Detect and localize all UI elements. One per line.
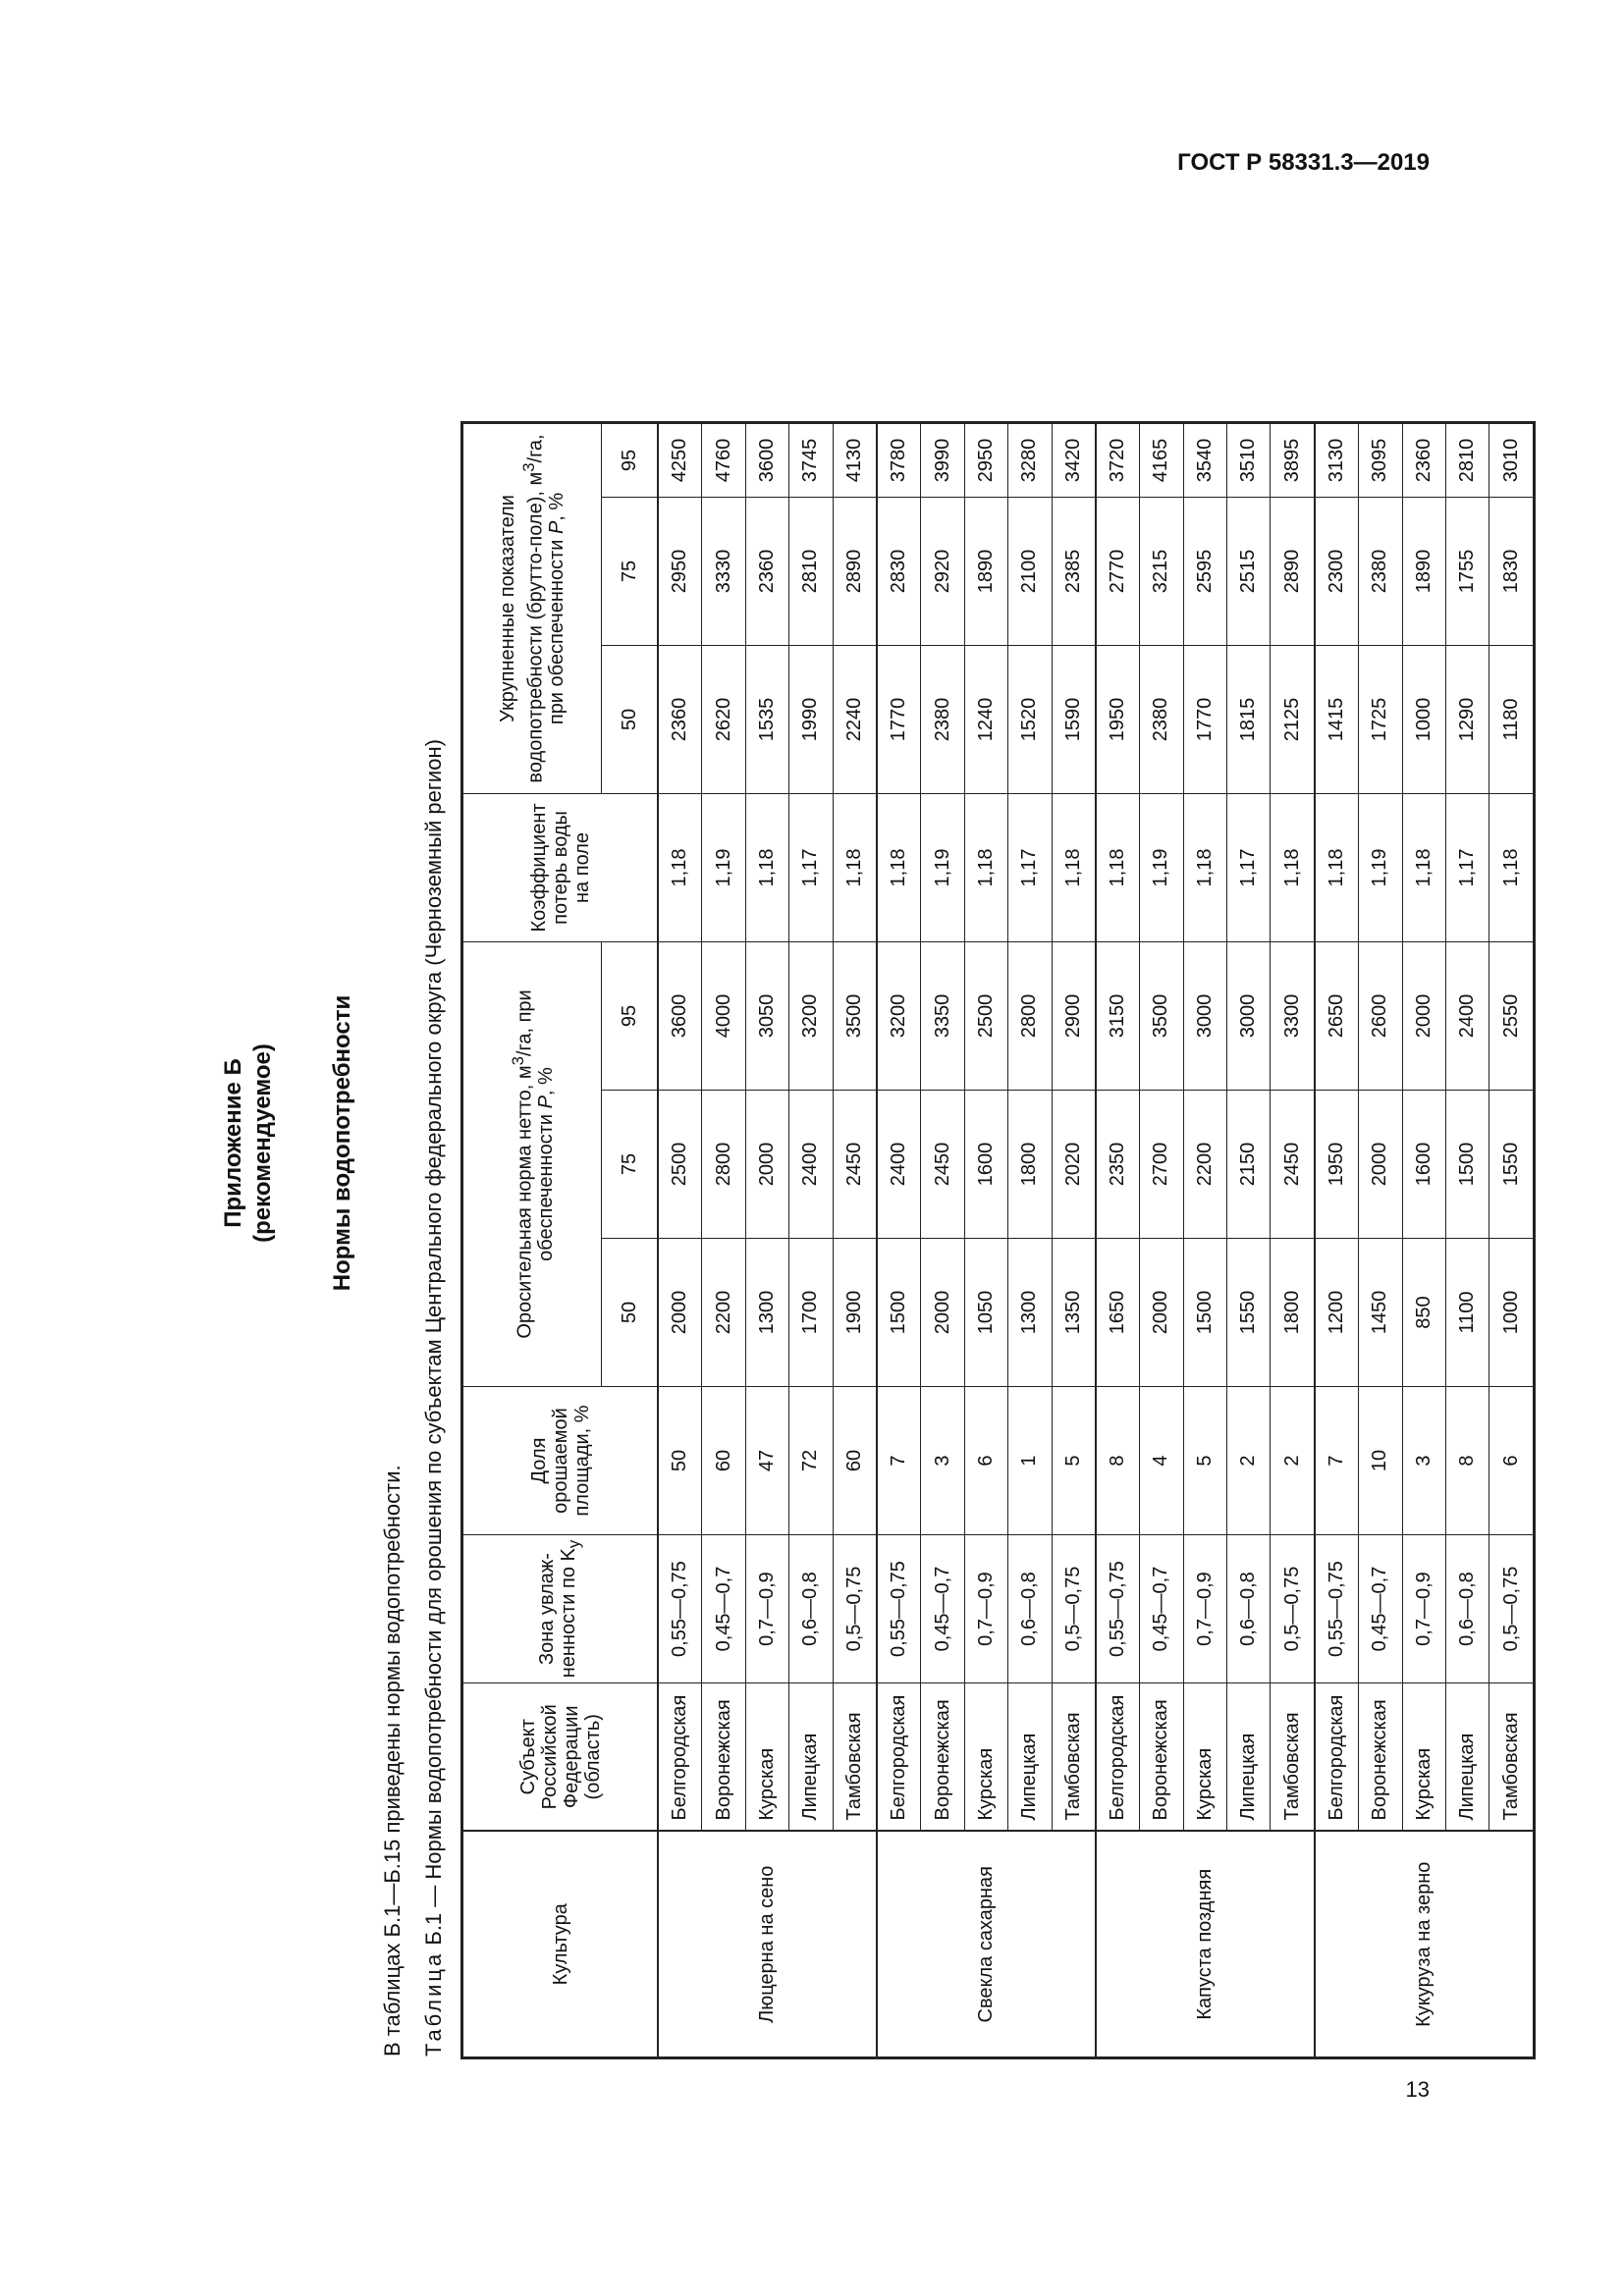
n95-cell: 2550	[1489, 941, 1534, 1090]
share-cell: 5	[1183, 1387, 1226, 1535]
g75-cell: 1890	[1402, 497, 1445, 645]
coeff-cell: 1,18	[1052, 793, 1096, 941]
region-cell: Липецкая	[789, 1683, 833, 1832]
g75-cell: 3215	[1140, 497, 1183, 645]
share-cell: 7	[877, 1387, 921, 1535]
g95-cell: 3095	[1359, 422, 1402, 497]
header-zone-text: Зона увлажненности по K	[535, 1548, 579, 1679]
g50-cell: 1590	[1052, 645, 1096, 793]
g75-cell: 2595	[1183, 497, 1226, 645]
table-row	[1271, 422, 1315, 2057]
n95-cell: 4000	[702, 941, 745, 1090]
header-gross-50: 50	[602, 645, 659, 793]
culture-cell: Капуста поздняя	[1096, 1832, 1315, 2058]
page-number: 13	[1405, 2077, 1430, 2102]
header-gross-p: P	[546, 520, 568, 535]
coeff-cell: 1,18	[1315, 793, 1359, 941]
coeff-cell: 1,18	[1183, 793, 1226, 941]
header-net-text-a: Оросительная норма нетто, м	[514, 1065, 536, 1339]
coeff-cell: 1,17	[1008, 793, 1052, 941]
n50-cell: 2000	[921, 1239, 964, 1387]
g50-cell: 2380	[921, 645, 964, 793]
header-net-75: 75	[602, 1091, 659, 1239]
share-cell: 50	[658, 1387, 702, 1535]
g50-cell: 1240	[964, 645, 1007, 793]
n50-cell: 1200	[1315, 1239, 1359, 1387]
coeff-cell: 1,18	[833, 793, 877, 941]
n95-cell: 3500	[833, 941, 877, 1090]
n95-cell: 3200	[877, 941, 921, 1090]
n95-cell: 2000	[1402, 941, 1445, 1090]
g95-cell: 3990	[921, 422, 964, 497]
g50-cell: 2360	[658, 645, 702, 793]
coeff-cell: 1,18	[658, 793, 702, 941]
zone-cell: 0,7—0,9	[1402, 1535, 1445, 1683]
coeff-cell: 1,18	[1096, 793, 1140, 941]
g75-cell: 3330	[702, 497, 745, 645]
n95-cell: 3000	[1183, 941, 1226, 1090]
g75-cell: 2810	[789, 497, 833, 645]
n75-cell: 2020	[1052, 1091, 1096, 1239]
intro-text: В таблицах Б.1—Б.15 приведены нормы водопотребности.	[380, 1465, 405, 2056]
table-row	[702, 422, 745, 2057]
table-row	[658, 422, 702, 2057]
n50-cell: 850	[1402, 1239, 1445, 1387]
n75-cell: 2500	[658, 1091, 702, 1239]
n95-cell: 3500	[1140, 941, 1183, 1090]
header-culture: Культура	[462, 1832, 659, 2058]
share-cell: 47	[745, 1387, 788, 1535]
header-net-50: 50	[602, 1239, 659, 1387]
n50-cell: 2000	[658, 1239, 702, 1387]
region-cell: Воронежская	[921, 1683, 964, 1832]
appendix-subtitle: (рекомендуемое)	[249, 1043, 276, 1243]
g95-cell: 3510	[1227, 422, 1271, 497]
coeff-cell: 1,19	[1359, 793, 1402, 941]
coeff-cell: 1,18	[1271, 793, 1315, 941]
share-cell: 6	[1489, 1387, 1534, 1535]
g95-cell: 3280	[1008, 422, 1052, 497]
section-title: Нормы водопотребности	[329, 994, 355, 1292]
n75-cell: 1500	[1446, 1091, 1489, 1239]
g50-cell: 1770	[1183, 645, 1226, 793]
g75-cell: 2950	[658, 497, 702, 645]
g95-cell: 2950	[964, 422, 1007, 497]
table-row	[1359, 422, 1402, 2057]
table-row	[833, 422, 877, 2057]
n50-cell: 2200	[702, 1239, 745, 1387]
g95-cell: 4250	[658, 422, 702, 497]
g75-cell: 2920	[921, 497, 964, 645]
share-cell: 60	[702, 1387, 745, 1535]
table-row	[745, 422, 788, 2057]
culture-cell: Люцерна на сено	[658, 1832, 877, 2058]
g95-cell: 2360	[1402, 422, 1445, 497]
zone-cell: 0,5—0,75	[1271, 1535, 1315, 1683]
n75-cell: 1950	[1315, 1091, 1359, 1239]
coeff-cell: 1,19	[1140, 793, 1183, 941]
g75-cell: 2300	[1315, 497, 1359, 645]
n95-cell: 2600	[1359, 941, 1402, 1090]
g50-cell: 2620	[702, 645, 745, 793]
g75-cell: 2100	[1008, 497, 1052, 645]
n50-cell: 2000	[1140, 1239, 1183, 1387]
header-gross-text-b: /га, при обеспеченности	[524, 434, 568, 725]
g75-cell: 2890	[1271, 497, 1315, 645]
header-gross-sup: 3	[518, 462, 538, 472]
g95-cell: 3780	[877, 422, 921, 497]
appendix-title: Приложение Б	[220, 1058, 246, 1228]
n95-cell: 2400	[1446, 941, 1489, 1090]
share-cell: 60	[833, 1387, 877, 1535]
n95-cell: 3200	[789, 941, 833, 1090]
g75-cell: 2380	[1359, 497, 1402, 645]
zone-cell: 0,6—0,8	[1227, 1535, 1271, 1683]
coeff-cell: 1,19	[921, 793, 964, 941]
region-cell: Курская	[745, 1683, 788, 1832]
g95-cell: 3420	[1052, 422, 1096, 497]
table-row	[1315, 422, 1359, 2057]
zone-cell: 0,55—0,75	[658, 1535, 702, 1683]
n95-cell: 2500	[964, 941, 1007, 1090]
g50-cell: 1180	[1489, 645, 1534, 793]
g95-cell: 2810	[1446, 422, 1489, 497]
g95-cell: 3895	[1271, 422, 1315, 497]
region-cell: Тамбовская	[1489, 1683, 1534, 1832]
zone-cell: 0,5—0,75	[1052, 1535, 1096, 1683]
n75-cell: 2450	[833, 1091, 877, 1239]
n50-cell: 1350	[1052, 1239, 1096, 1387]
g95-cell: 3720	[1096, 422, 1140, 497]
header-zone	[462, 1535, 659, 1683]
zone-cell: 0,55—0,75	[1315, 1535, 1359, 1683]
header-coeff: Коэффициент потерь воды на поле	[462, 793, 659, 941]
region-cell: Белгородская	[1096, 1683, 1140, 1832]
g50-cell: 1535	[745, 645, 788, 793]
zone-cell: 0,7—0,9	[745, 1535, 788, 1683]
table-head	[462, 422, 659, 2057]
coeff-cell: 1,19	[702, 793, 745, 941]
share-cell: 2	[1227, 1387, 1271, 1535]
coeff-cell: 1,17	[789, 793, 833, 941]
table-row	[921, 422, 964, 2057]
zone-cell: 0,5—0,75	[1489, 1535, 1534, 1683]
n75-cell: 2450	[921, 1091, 964, 1239]
n50-cell: 1100	[1446, 1239, 1489, 1387]
n50-cell: 1300	[745, 1239, 788, 1387]
header-zone-sub: у	[564, 1539, 583, 1549]
table-caption	[421, 230, 447, 2056]
region-cell: Тамбовская	[1052, 1683, 1096, 1832]
region-cell: Воронежская	[1359, 1683, 1402, 1832]
n95-cell: 3600	[658, 941, 702, 1090]
zone-cell: 0,45—0,7	[702, 1535, 745, 1683]
header-gross-75: 75	[602, 497, 659, 645]
zone-cell: 0,45—0,7	[1140, 1535, 1183, 1683]
share-cell: 72	[789, 1387, 833, 1535]
n50-cell: 1900	[833, 1239, 877, 1387]
table-row	[1008, 422, 1052, 2057]
g95-cell: 3600	[745, 422, 788, 497]
n50-cell: 1000	[1489, 1239, 1534, 1387]
region-cell: Курская	[1183, 1683, 1226, 1832]
region-cell: Воронежская	[702, 1683, 745, 1832]
header-net-text-b: /га, при обеспеченности	[514, 989, 558, 1261]
g95-cell: 4760	[702, 422, 745, 497]
table-caption-text: Б.1 — Нормы водопотребности для орошения по субъектам Центрального федерального округа (Черноземный регион)	[421, 739, 446, 1951]
region-cell: Липецкая	[1446, 1683, 1489, 1832]
coeff-cell: 1,17	[1227, 793, 1271, 941]
header-net-pct: , %	[535, 1067, 558, 1096]
table-row	[1052, 422, 1096, 2057]
g50-cell: 1415	[1315, 645, 1359, 793]
share-cell: 8	[1096, 1387, 1140, 1535]
share-cell: 10	[1359, 1387, 1402, 1535]
n75-cell: 1550	[1489, 1091, 1534, 1239]
header-net-95: 95	[602, 941, 659, 1090]
n95-cell: 3300	[1271, 941, 1315, 1090]
table-row	[789, 422, 833, 2057]
share-cell: 7	[1315, 1387, 1359, 1535]
g50-cell: 2380	[1140, 645, 1183, 793]
table-row	[1183, 422, 1226, 2057]
g50-cell: 2240	[833, 645, 877, 793]
share-cell: 3	[1402, 1387, 1445, 1535]
region-cell: Белгородская	[1315, 1683, 1359, 1832]
coeff-cell: 1,18	[964, 793, 1007, 941]
zone-cell: 0,45—0,7	[1359, 1535, 1402, 1683]
n95-cell: 3350	[921, 941, 964, 1090]
share-cell: 8	[1446, 1387, 1489, 1535]
g50-cell: 1520	[1008, 645, 1052, 793]
region-cell: Курская	[964, 1683, 1007, 1832]
n50-cell: 1050	[964, 1239, 1007, 1387]
g75-cell: 2890	[833, 497, 877, 645]
share-cell: 1	[1008, 1387, 1052, 1535]
zone-cell: 0,7—0,9	[1183, 1535, 1226, 1683]
region-cell: Курская	[1402, 1683, 1445, 1832]
n95-cell: 2900	[1052, 941, 1096, 1090]
table-row	[877, 422, 921, 2057]
zone-cell: 0,6—0,8	[789, 1535, 833, 1683]
n75-cell: 2200	[1183, 1091, 1226, 1239]
n75-cell: 2350	[1096, 1091, 1140, 1239]
doc-code: ГОСТ Р 58331.3—2019	[1177, 149, 1430, 176]
header-net-sup: 3	[508, 1056, 527, 1066]
g95-cell: 3010	[1489, 422, 1534, 497]
g50-cell: 1990	[789, 645, 833, 793]
zone-cell: 0,5—0,75	[833, 1535, 877, 1683]
g50-cell: 1950	[1096, 645, 1140, 793]
culture-cell: Свекла сахарная	[877, 1832, 1096, 2058]
n75-cell: 2400	[877, 1091, 921, 1239]
region-cell: Белгородская	[877, 1683, 921, 1832]
zone-cell: 0,6—0,8	[1446, 1535, 1489, 1683]
g75-cell: 1755	[1446, 497, 1489, 645]
n95-cell: 2650	[1315, 941, 1359, 1090]
n50-cell: 1450	[1359, 1239, 1402, 1387]
region-cell: Тамбовская	[1271, 1683, 1315, 1832]
n50-cell: 1700	[789, 1239, 833, 1387]
coeff-cell: 1,18	[1402, 793, 1445, 941]
culture-cell: Кукуруза на зерно	[1315, 1832, 1534, 2058]
header-subject: Субъект Российской Федерации (область)	[462, 1683, 659, 1832]
n75-cell: 1800	[1008, 1091, 1052, 1239]
header-gross-95: 95	[602, 422, 659, 497]
n95-cell: 2800	[1008, 941, 1052, 1090]
g95-cell: 3130	[1315, 422, 1359, 497]
zone-cell: 0,45—0,7	[921, 1535, 964, 1683]
n75-cell: 1600	[1402, 1091, 1445, 1239]
g50-cell: 1770	[877, 645, 921, 793]
n95-cell: 3150	[1096, 941, 1140, 1090]
n50-cell: 1550	[1227, 1239, 1271, 1387]
table-row	[1489, 422, 1534, 2057]
n95-cell: 3050	[745, 941, 788, 1090]
g50-cell: 1725	[1359, 645, 1402, 793]
coeff-cell: 1,18	[877, 793, 921, 941]
n50-cell: 1300	[1008, 1239, 1052, 1387]
g95-cell: 3745	[789, 422, 833, 497]
share-cell: 3	[921, 1387, 964, 1535]
n75-cell: 2000	[1359, 1091, 1402, 1239]
region-cell: Воронежская	[1140, 1683, 1183, 1832]
table-row	[1096, 422, 1140, 2057]
coeff-cell: 1,17	[1446, 793, 1489, 941]
table-row	[1227, 422, 1271, 2057]
share-cell: 4	[1140, 1387, 1183, 1535]
g75-cell: 2360	[745, 497, 788, 645]
coeff-cell: 1,18	[1489, 793, 1534, 941]
n75-cell: 2000	[745, 1091, 788, 1239]
n75-cell: 2800	[702, 1091, 745, 1239]
region-cell: Тамбовская	[833, 1683, 877, 1832]
g50-cell: 1290	[1446, 645, 1489, 793]
zone-cell: 0,55—0,75	[1096, 1535, 1140, 1683]
n50-cell: 1500	[1183, 1239, 1226, 1387]
zone-cell: 0,6—0,8	[1008, 1535, 1052, 1683]
header-gross-pct: , %	[546, 492, 568, 521]
table-row	[1446, 422, 1489, 2057]
n50-cell: 1500	[877, 1239, 921, 1387]
g75-cell: 2830	[877, 497, 921, 645]
g75-cell: 2770	[1096, 497, 1140, 645]
n75-cell: 2400	[789, 1091, 833, 1239]
n50-cell: 1800	[1271, 1239, 1315, 1387]
share-cell: 5	[1052, 1387, 1096, 1535]
table-caption-label: Таблица	[421, 1950, 446, 2056]
g75-cell: 1830	[1489, 497, 1534, 645]
g50-cell: 2125	[1271, 645, 1315, 793]
n95-cell: 3000	[1227, 941, 1271, 1090]
g75-cell: 2385	[1052, 497, 1096, 645]
n75-cell: 1600	[964, 1091, 1007, 1239]
table-row	[1402, 422, 1445, 2057]
region-cell: Липецкая	[1008, 1683, 1052, 1832]
header-share: Доля орошаемой площади, %	[462, 1387, 659, 1535]
g95-cell: 4130	[833, 422, 877, 497]
header-gross-group	[462, 422, 602, 793]
n75-cell: 2700	[1140, 1091, 1183, 1239]
share-cell: 2	[1271, 1387, 1315, 1535]
g95-cell: 4165	[1140, 422, 1183, 497]
n75-cell: 2150	[1227, 1091, 1271, 1239]
zone-cell: 0,55—0,75	[877, 1535, 921, 1683]
table-body	[658, 422, 1534, 2057]
g95-cell: 3540	[1183, 422, 1226, 497]
g75-cell: 2515	[1227, 497, 1271, 645]
water-norms-table	[460, 421, 1536, 2059]
g50-cell: 1000	[1402, 645, 1445, 793]
n50-cell: 1650	[1096, 1239, 1140, 1387]
region-cell: Липецкая	[1227, 1683, 1271, 1832]
region-cell: Белгородская	[658, 1683, 702, 1832]
share-cell: 6	[964, 1387, 1007, 1535]
n75-cell: 2450	[1271, 1091, 1315, 1239]
header-gross-text-a: Укрупненные показатели водопотребности (брутто-поле), м	[496, 471, 547, 783]
zone-cell: 0,7—0,9	[964, 1535, 1007, 1683]
table-row	[964, 422, 1007, 2057]
g75-cell: 1890	[964, 497, 1007, 645]
g50-cell: 1815	[1227, 645, 1271, 793]
header-net-group	[462, 941, 602, 1386]
table-row	[1140, 422, 1183, 2057]
header-net-p: P	[535, 1095, 558, 1109]
coeff-cell: 1,18	[745, 793, 788, 941]
